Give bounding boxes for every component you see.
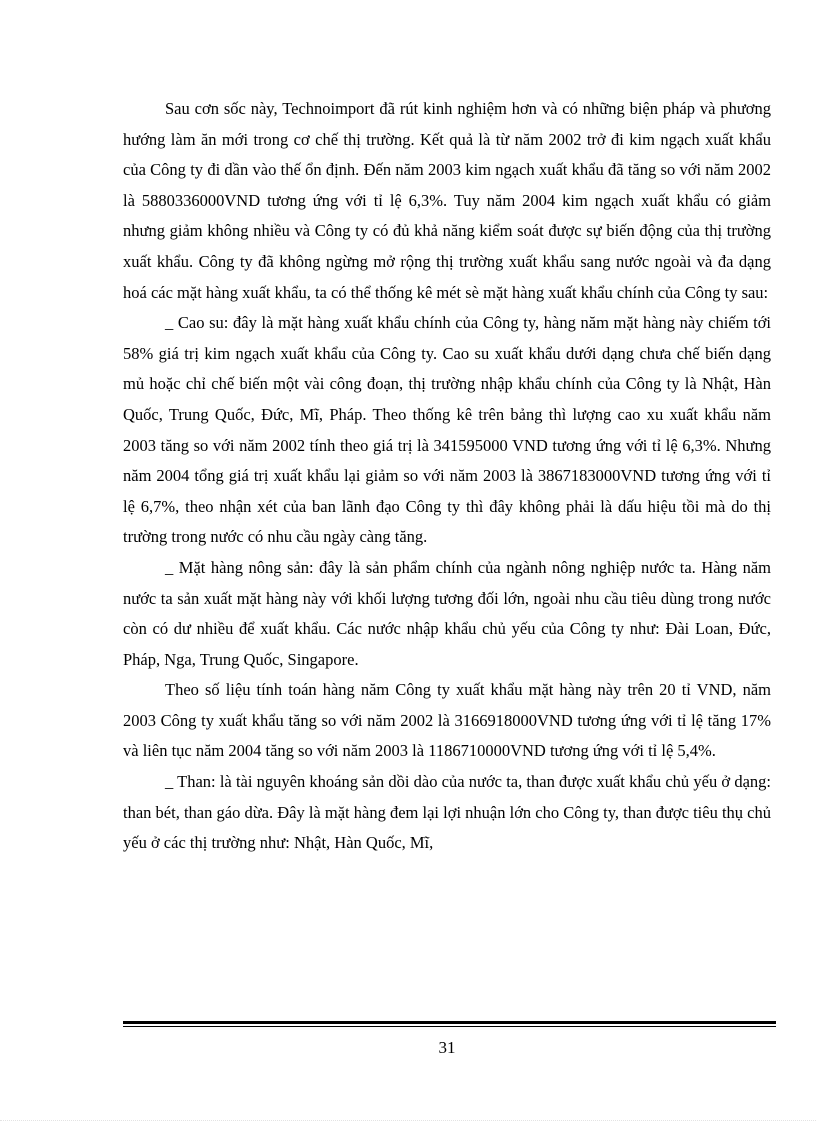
footer-divider [123, 1021, 776, 1027]
page-edge-divider [0, 1120, 816, 1121]
paragraph-intro: Sau cơn sốc này, Technoimport đã rút kinh nghiệm hơn và có những biện pháp và phương hướng làm ăn mới trong cơ chế thị trường. Kết quả là từ năm 2002 trở đi kim ngạch xuất khẩu của Công ty đi dần vào thế ổn định. Đến năm 2003 kim ngạch xuất khẩu đã tăng so với năm 2002 là 5880336000VND tương ứng với tỉ lệ 6,3%. Tuy năm 2004 kim ngạch xuất khẩu có giảm nhưng giảm không nhiều và Công ty có đủ khả năng kiểm soát được sự biến động của thị trường xuất khẩu. Công ty đã không ngừng mở rộng thị trường xuất khẩu sang nước ngoài và đa dạng hoá các mặt hàng xuất khẩu, ta có thể thống kê mét sè mặt hàng xuất khẩu chính của Công ty sau: [123, 99, 771, 302]
page-number: 31 [438, 1038, 456, 1057]
paragraph-coal: _ Than: là tài nguyên khoáng sản dồi dào của nước ta, than được xuất khẩu chủ yếu ở dạng: than bét, than gáo dừa. Đây là mặt hàng đem lại lợi nhuận lớn cho Công ty, than được tiêu thụ chủ yếu ở các thị trường như: Nhật, Hàn Quốc, Mĩ, [123, 772, 771, 853]
paragraph-agricultural: _ Mặt hàng nông sản: đây là sản phẩm chính của ngành nông nghiệp nước ta. Hàng năm nước ta sản xuất mặt hàng này với khối lượng tương đối lớn, ngoài nhu cầu tiêu dùng trong nước còn có dư nhiều để xuất khẩu. Các nước nhập khẩu chủ yếu của Công ty như: Đài Loan, Đức, Pháp, Nga, Trung Quốc, Singapore. [123, 557, 771, 669]
body-text [123, 94, 771, 859]
paragraph-rubber: _ Cao su: đây là mặt hàng xuất khẩu chính của Công ty, hàng năm mặt hàng này chiếm tới 58% giá trị kim ngạch xuất khẩu của Công ty. Cao su xuất khẩu dưới dạng chưa chế biến dạng mủ hoặc chỉ chế biến một vài công đoạn, thị trường nhập khẩu chính của Công ty là Nhật, Hàn Quốc, Trung Quốc, Đức, Mĩ, Pháp. Theo thống kê trên bảng thì lượng cao xu xuất khẩu năm 2003 tăng so với năm 2002 tính theo giá trị là 341595000 VND tương ứng với tỉ lệ 6,3%. Nhưng năm 2004 tổng giá trị xuất khẩu lại giảm so với năm 2003 là 3867183000VND tương ứng với tỉ lệ 6,7%, theo nhận xét của ban lãnh đạo Công ty thì đây không phải là dấu hiệu tồi mà do thị trường trong nước có nhu cầu ngày càng tăng. [123, 313, 771, 547]
paragraph-statistics: Theo số liệu tính toán hàng năm Công ty xuất khẩu mặt hàng này trên 20 tỉ VND, năm 2003 Công ty xuất khẩu tăng so với năm 2002 là 3166918000VND tương ứng với tỉ lệ tăng 17% và liên tục năm 2004 tăng so với năm 2003 là 1186710000VND tương ứng với tỉ lệ 5,4%. [123, 680, 771, 761]
